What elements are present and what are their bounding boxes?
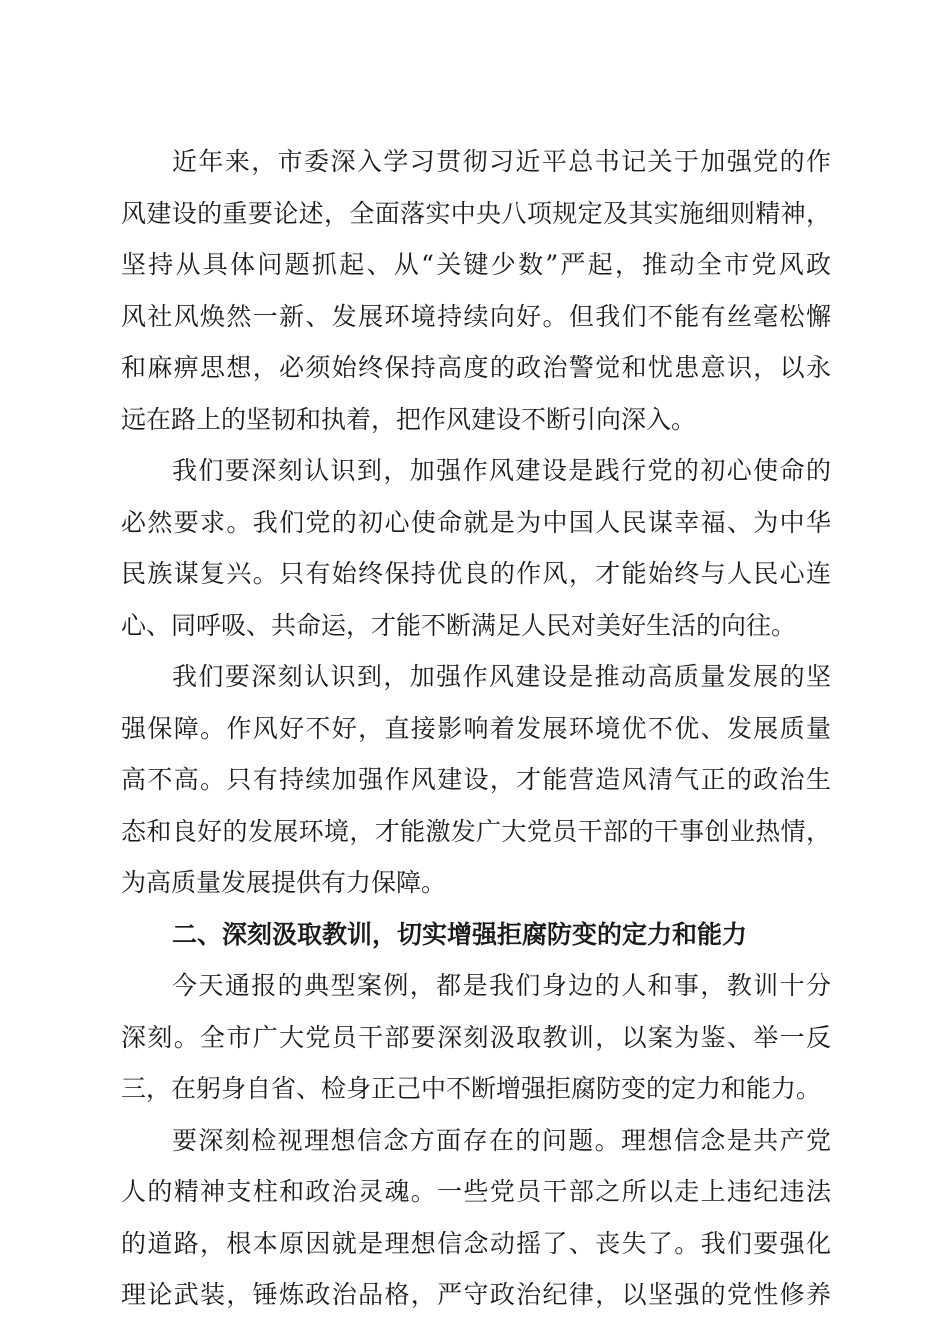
text-line: 今天通报的典型案例，都是我们身边的人和事，教训十分 xyxy=(172,971,831,1000)
text-line: 深刻。全市广大党员干部要深刻汲取教训，以案为鉴、举一反 xyxy=(121,1023,831,1052)
text-line: 远在路上的坚韧和执着，把作风建设不断引向深入。 xyxy=(121,405,697,434)
text-line: 我们要深刻认识到，加强作风建设是推动高质量发展的坚 xyxy=(172,662,831,691)
text-line: 的道路，根本原因就是理想信念动摇了、丧失了。我们要强化 xyxy=(121,1229,831,1258)
text-line: 坚持从具体问题抓起、从“关键少数”严起，推动全市党风政 xyxy=(121,250,831,279)
text-line: 民族谋复兴。只有始终保持优良的作风，才能始终与人民心连 xyxy=(121,559,831,588)
text-line: 近年来，市委深入学习贯彻习近平总书记关于加强党的作 xyxy=(172,147,831,176)
text-line: 风建设的重要论述，全面落实中央八项规定及其实施细则精神， xyxy=(121,199,831,228)
text-line: 风社风焕然一新、发展环境持续向好。但我们不能有丝毫松懈 xyxy=(121,302,831,331)
section-heading: 二、深刻汲取教训，切实增强拒腐防变的定力和能力 xyxy=(172,920,748,949)
text-line: 必然要求。我们党的初心使命就是为中国人民谋幸福、为中华 xyxy=(121,508,831,537)
text-line: 态和良好的发展环境，才能激发广大党员干部的干事创业热情， xyxy=(121,817,831,846)
text-line: 人的精神支柱和政治灵魂。一些党员干部之所以走上违纪违法 xyxy=(121,1177,831,1206)
text-line: 为高质量发展提供有力保障。 xyxy=(121,868,447,897)
text-line: 和麻痹思想，必须始终保持高度的政治警觉和忧患意识，以永 xyxy=(121,353,831,382)
text-line: 我们要深刻认识到，加强作风建设是践行党的初心使命的 xyxy=(172,456,831,485)
text-line: 强保障。作风好不好，直接影响着发展环境优不优、发展质量 xyxy=(121,714,831,743)
text-line: 高不高。只有持续加强作风建设，才能营造风清气正的政治生 xyxy=(121,765,831,794)
text-line: 要深刻检视理想信念方面存在的问题。理想信念是共产党 xyxy=(172,1126,831,1155)
text-line: 三，在躬身自省、检身正己中不断增强拒腐防变的定力和能力。 xyxy=(121,1074,822,1103)
text-line: 理论武装，锤炼政治品格，严守政治纪律，以坚强的党性修养 xyxy=(121,1280,831,1309)
text-line: 心、同呼吸、共命运，才能不断满足人民对美好生活的向往。 xyxy=(121,611,797,640)
